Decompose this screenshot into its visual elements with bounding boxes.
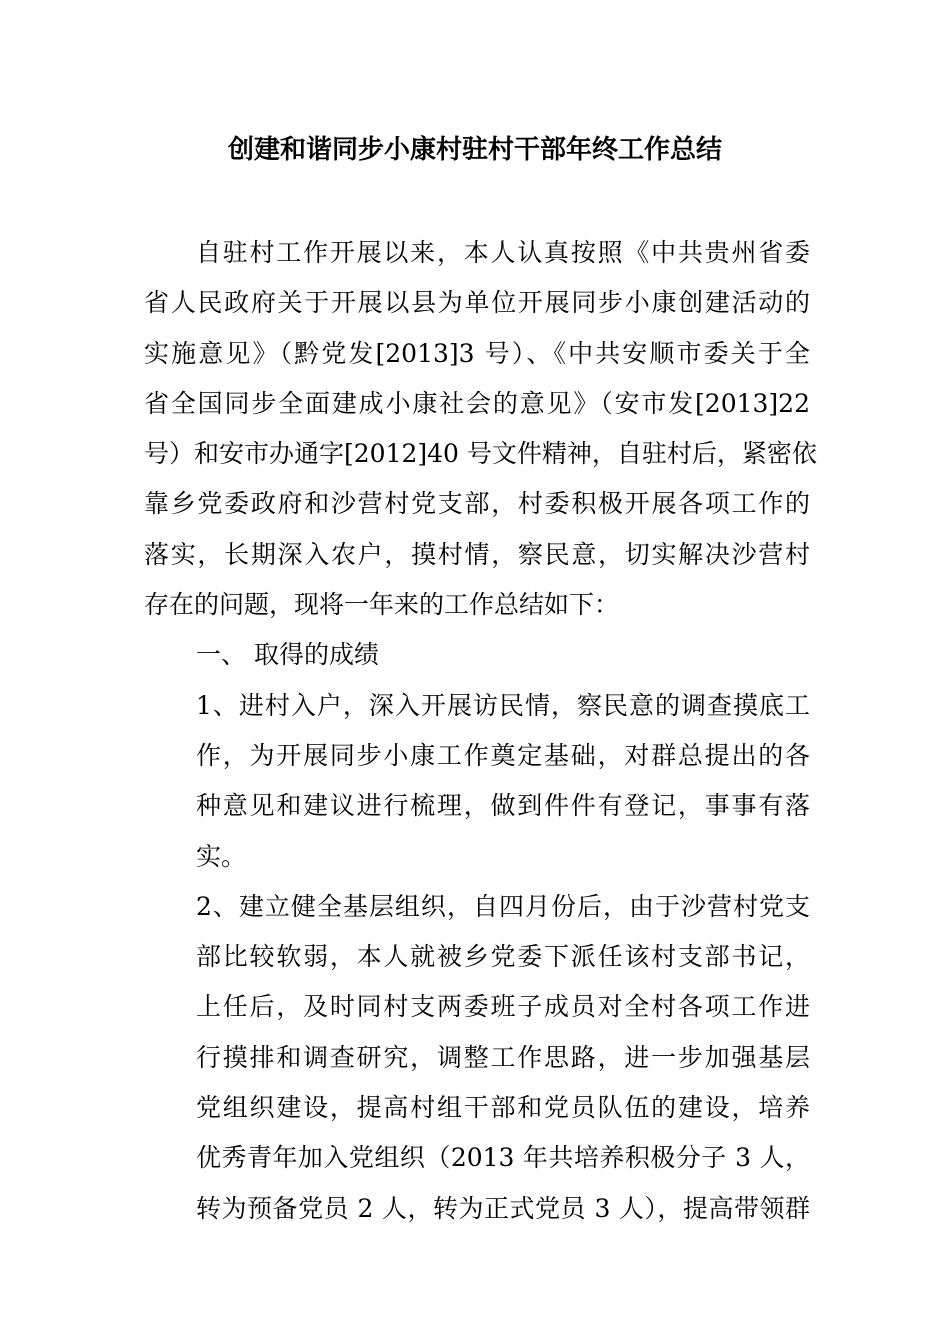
- item1-line: 种意见和建议进行梳理，做到件件有登记，事事有落: [196, 791, 810, 821]
- intro-line: 存在的问题，现将一年来的工作总结如下：: [144, 590, 620, 620]
- item2-line: 转为预备党员 2 人，转为正式党员 3 人），提高带领群: [196, 1193, 810, 1223]
- intro-line: 靠乡党委政府和沙营村党支部，村委积极开展各项工作的: [144, 489, 810, 519]
- intro-line: 实施意见》（黔党发[2013]3 号）、《中共安顺市委关于全: [144, 338, 810, 368]
- item2-line: 优秀青年加入党组织（2013 年共培养积极分子 3 人，: [196, 1143, 810, 1173]
- item1-line: 1、进村入户，深入开展访民情，察民意的调查摸底工: [196, 690, 810, 720]
- intro-line: 号）和安市办通字[2012]40 号文件精神，自驻村后，紧密依: [144, 439, 817, 469]
- item2-line: 2、建立健全基层组织，自四月份后，由于沙营村党支: [196, 891, 810, 921]
- item1-line: 实。: [196, 841, 247, 871]
- section-heading: 一、 取得的成绩: [196, 640, 379, 670]
- intro-line: 省全国同步全面建成小康社会的意见》（安市发[2013]22: [144, 388, 810, 418]
- intro-line: 落实，长期深入农户，摸村情，察民意，切实解决沙营村: [144, 539, 810, 569]
- document-body: [144, 228, 817, 1234]
- item1-line: 作，为开展同步小康工作奠定基础，对群总提出的各: [196, 740, 810, 770]
- intro-line: 省人民政府关于开展以县为单位开展同步小康创建活动的: [144, 288, 810, 318]
- intro-line: 自驻村工作开展以来，本人认真按照《中共贵州省委: [196, 238, 810, 267]
- item2-line: 部比较软弱，本人就被乡党委下派任该村支部书记，: [196, 942, 810, 972]
- document-title: 创建和谐同步小康村驻村干部年终工作总结: [227, 135, 722, 165]
- item2-line: 党组织建设，提高村组干部和党员队伍的建设，培养: [196, 1093, 810, 1123]
- item2-line: 行摸排和调查研究，调整工作思路，进一步加强基层: [196, 1042, 810, 1072]
- item2-line: 上任后，及时同村支两委班子成员对全村各项工作进: [196, 992, 810, 1022]
